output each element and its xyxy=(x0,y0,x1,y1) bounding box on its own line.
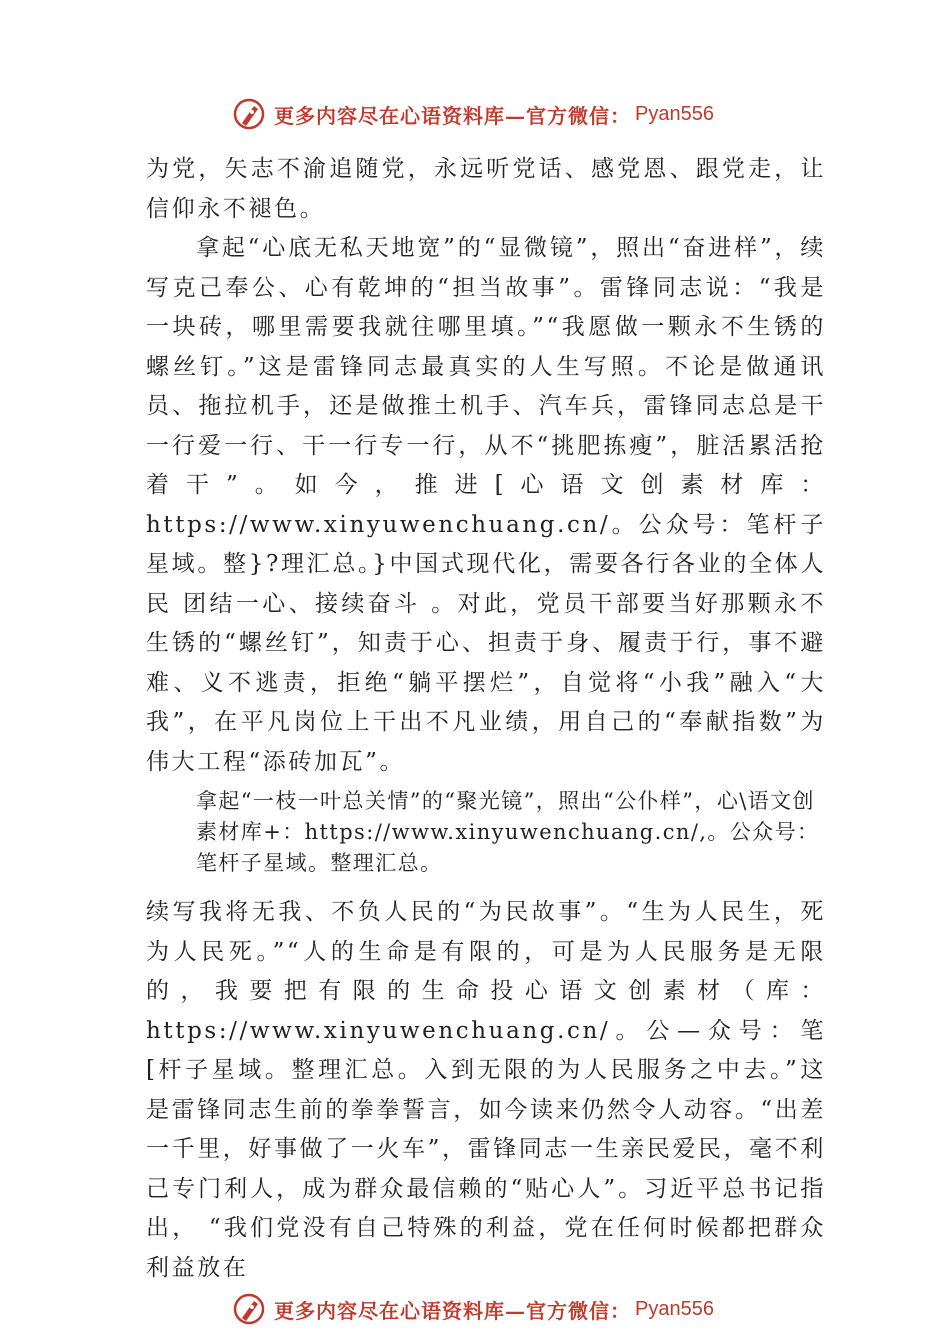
pen-nib-circle-icon xyxy=(232,97,266,131)
footer-banner-text: 更多内容尽在心语资料库—官方微信： xyxy=(274,1298,631,1323)
header-banner xyxy=(232,94,714,134)
footer-banner xyxy=(232,1289,714,1329)
inset-note: 拿起“一枝一叶总关情”的“聚光镜”，照出“公仆样”，心\语文创素材库+：https://www.xinyuwenchuang.cn/,。公众号：笔杆子星域。整理汇总。 xyxy=(196,789,820,875)
footer-wechat-handle: Pyan556 xyxy=(635,1297,714,1320)
header-wechat-handle: Pyan556 xyxy=(635,102,714,125)
paragraph: 拿起“心底无私天地宽”的“显微镜”，照出“奋进样”，续写克己奉公、心有乾坤的“担当故事”。雷锋同志说：“我是一块砖，哪里需要我就往哪里填。”“我愿做一颗永不生锈的螺丝钉。”这是雷锋同志最真实的人生写照。不论是做通讯员、拖拉机手，还是做推土机手、汽车兵，雷锋同志总是干 一行爱一行、干一行专一行，从不“挑肥拣瘦”，脏活累活抢着干”。如今，推进[心语文创素材库：https://www.xinyuwenchuang.cn/。公众号：笔杆子星域。整}?理汇总。}中国式现代化，需要各行各业的全体人民 团结一心、接续奋斗 。对此，党员干部要当好那颗永不生锈的“螺丝钉”，知责于心、担责于身、履责于行，事不避难、义不逃责，拒绝“躺平摆烂”，自觉将“小我”融入“大我”，在平凡岗位上干出不凡业绩，用自己的“奉献指数”为伟大工程“添砖加瓦”。 xyxy=(146,235,826,775)
document-body xyxy=(146,150,826,1288)
header-banner-text: 更多内容尽在心语资料库—官方微信： xyxy=(274,103,631,128)
pen-nib-circle-icon xyxy=(232,1292,266,1326)
paragraph: 续写我将无我、不负人民的“为民故事”。“生为人民生，死为人民死。”“人的生命是有限的，可是为人民服务是无限的，我要把有限的生命投心语文创素材（库：https://www.xinyuwenchuang.cn/。公—众号：笔[杆子星域。整理汇总。入到无限的为人民服务之中去。”这是雷锋同志生前的拳拳誓言，如今读来仍然令人动容。“出差一千里，好事做了一火车”，雷锋同志一生亲民爱民，毫不利己专门利人，成为群众最信赖的“贴心人”。习近平总书记指出， “我们党没有自己特殊的利益，党在任何时候都把群众利益放在 xyxy=(146,899,826,1281)
paragraph: 为党，矢志不渝追随党，永远听党话、感党恩、跟党走，让信仰永不褪色。 xyxy=(146,156,826,222)
